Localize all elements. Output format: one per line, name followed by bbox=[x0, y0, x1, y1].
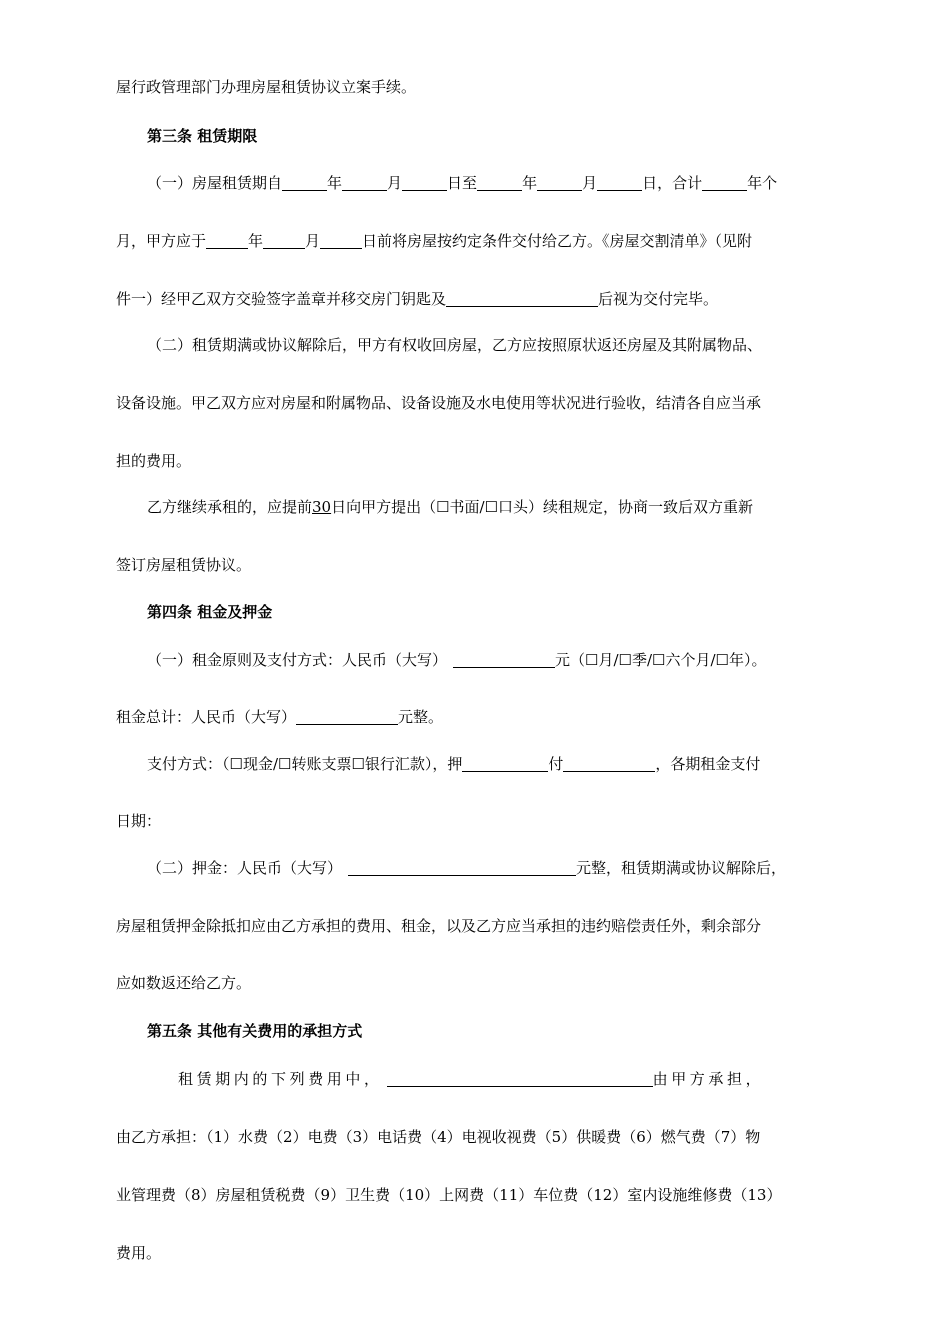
blank-field bbox=[446, 290, 598, 307]
deposit-line bbox=[147, 858, 786, 878]
paragraph-line: 屋行政管理部门办理房屋租赁协议立案手续。 bbox=[116, 78, 417, 96]
paragraph-line: 由乙方承担：（1）水费（2）电费（3）电话费（4）电视收视费（5）供暖费（6）燃气费（7）物 bbox=[116, 1128, 761, 1146]
lease-term-line-3 bbox=[116, 289, 718, 309]
article-3-heading: 第三条 租赁期限 bbox=[147, 127, 258, 145]
paragraph-line: 担的费用。 bbox=[116, 452, 192, 470]
text: 租金总计：人民币（大写） bbox=[116, 708, 297, 726]
paragraph-line: 日期： bbox=[116, 812, 162, 830]
text: 元整，租赁期满或协议解除后， bbox=[576, 859, 787, 877]
text: 元整。 bbox=[398, 708, 444, 726]
text: 年 bbox=[248, 232, 264, 250]
notice-days: 30 bbox=[312, 498, 332, 516]
rent-line-1 bbox=[147, 650, 766, 670]
lease-term-line-2 bbox=[116, 231, 752, 251]
blank-field bbox=[537, 174, 582, 191]
text: （一）房屋租赁期自 bbox=[147, 174, 283, 192]
paragraph-line: 房屋租赁押金除抵扣应由乙方承担的费用、租金，以及乙方应当承担的违约赔偿责任外，剩余部分 bbox=[116, 917, 762, 935]
blank-field bbox=[348, 859, 576, 876]
text: 后视为交付完毕。 bbox=[598, 290, 719, 308]
text: 年个 bbox=[747, 174, 778, 192]
blank-field bbox=[263, 232, 305, 249]
paragraph-line: 应如数返还给乙方。 bbox=[116, 974, 252, 992]
text: （一）租金原则及支付方式：人民币（大写） bbox=[147, 651, 448, 669]
text: （二）押金：人民币（大写） bbox=[147, 859, 343, 877]
text: 由甲方承担， bbox=[652, 1070, 765, 1088]
paragraph-line: 费用。 bbox=[116, 1244, 162, 1262]
blank-field bbox=[477, 174, 522, 191]
paragraph-line: 业管理费（8）房屋租赁税费（9）卫生费（10）上网费（11）车位费（12）室内设施维修费（13） bbox=[116, 1186, 782, 1204]
blank-field bbox=[282, 174, 327, 191]
text: 年 bbox=[522, 174, 538, 192]
text: 支付方式：（☐现金/☐转账支票☐银行汇款），押 bbox=[147, 755, 463, 773]
blank-field bbox=[387, 1070, 653, 1087]
blank-field bbox=[402, 174, 447, 191]
blank-field bbox=[206, 232, 248, 249]
text: 月 bbox=[387, 174, 403, 192]
text: 日前将房屋按约定条件交付给乙方。《房屋交割清单》（见附 bbox=[362, 232, 753, 250]
text: 元（☐月/☐季/☐六个月/☐年）。 bbox=[555, 651, 767, 669]
text: 日，合计 bbox=[642, 174, 703, 192]
text: 付 bbox=[548, 755, 564, 773]
renewal-line bbox=[147, 497, 753, 517]
paragraph-line: 签订房屋租赁协议。 bbox=[116, 556, 252, 574]
blank-field bbox=[462, 755, 548, 772]
text: 年 bbox=[327, 174, 343, 192]
blank-field bbox=[320, 232, 362, 249]
text: 月 bbox=[305, 232, 321, 250]
blank-field bbox=[702, 174, 747, 191]
blank-field bbox=[342, 174, 387, 191]
lease-term-line-1 bbox=[147, 173, 777, 193]
text: 日至 bbox=[447, 174, 478, 192]
blank-field bbox=[296, 708, 398, 725]
payment-method-line bbox=[147, 754, 760, 774]
text: 乙方继续承租的，应提前 bbox=[147, 498, 313, 516]
paragraph-line: （二）租赁期满或协议解除后，甲方有权收回房屋，乙方应按照原状返还房屋及其附属物品、 bbox=[147, 336, 763, 354]
text: 租赁期内的下列费用中， bbox=[178, 1070, 383, 1088]
text: 月，甲方应于 bbox=[116, 232, 207, 250]
text: ，各期租金支付 bbox=[655, 755, 761, 773]
blank-field bbox=[597, 174, 642, 191]
text: 日向甲方提出（☐书面/☐口头）续租规定，协商一致后双方重新 bbox=[331, 498, 754, 516]
text: 月 bbox=[582, 174, 598, 192]
article-4-heading: 第四条 租金及押金 bbox=[147, 603, 273, 621]
article-5-heading: 第五条 其他有关费用的承担方式 bbox=[147, 1022, 363, 1040]
rent-total-line bbox=[116, 707, 443, 727]
text: 件一）经甲乙双方交验签字盖章并移交房门钥匙及 bbox=[116, 290, 447, 308]
paragraph-line: 设备设施。甲乙双方应对房屋和附属物品、设备设施及水电使用等状况进行验收，结清各自应当承 bbox=[116, 394, 762, 412]
blank-field bbox=[453, 651, 555, 668]
fees-line-1 bbox=[178, 1069, 764, 1089]
blank-field bbox=[563, 755, 655, 772]
